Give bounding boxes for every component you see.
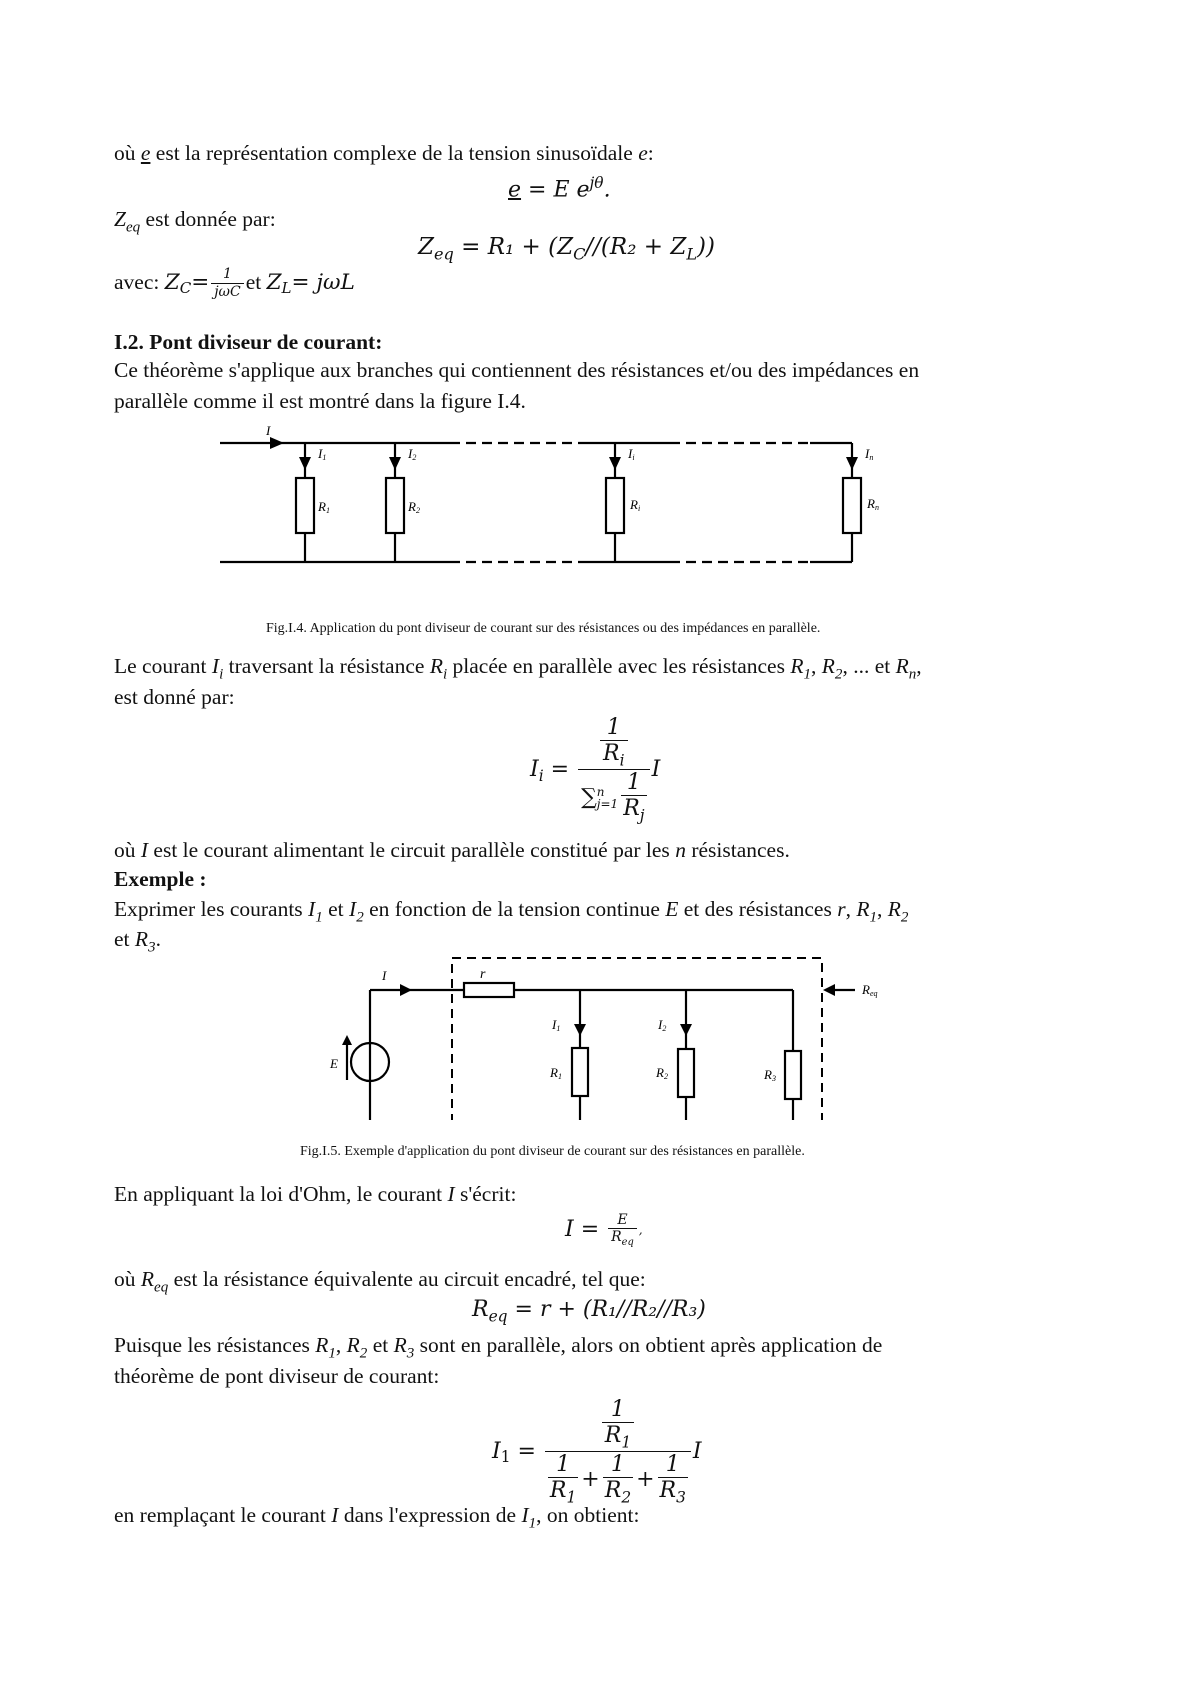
sum-sup: n <box>596 784 605 799</box>
arrow-left-icon <box>823 984 835 996</box>
label-i2: I2 <box>408 446 417 462</box>
eq-sub: C <box>573 244 586 264</box>
sub: eq <box>621 1236 634 1248</box>
eq-lhs: I <box>565 1217 574 1243</box>
one: 1 <box>610 1452 625 1478</box>
var: I <box>308 897 316 921</box>
equation-ii <box>530 715 660 825</box>
eq-part: = R₁ + (Z <box>461 234 574 260</box>
sub: 2 <box>356 909 364 926</box>
resistor-r1 <box>572 1048 588 1096</box>
section-heading: I.2. Pont diviseur de courant: <box>114 330 383 354</box>
var: R <box>134 927 149 951</box>
label-r1: R1 <box>550 1065 562 1081</box>
resistor-r2 <box>386 478 404 533</box>
text-line-zeq <box>114 207 276 236</box>
den-r <box>621 795 646 824</box>
text: et <box>367 1333 394 1357</box>
label-i2: I2 <box>658 1017 667 1033</box>
eq-lhs: I <box>492 1439 501 1465</box>
frac-r3 <box>658 1452 688 1506</box>
eq: = jωL <box>291 270 355 296</box>
eq-tail: I <box>651 757 661 783</box>
text: . <box>155 927 161 951</box>
label-r: r <box>480 967 486 982</box>
text: où <box>114 141 141 165</box>
sub: 3 <box>676 1488 686 1507</box>
sub: n <box>908 666 917 683</box>
text: et <box>322 897 350 921</box>
eq-lhs: I <box>530 757 539 783</box>
sub: 2 <box>834 666 843 683</box>
var: R <box>604 1478 622 1504</box>
label-ii: Ii <box>628 446 635 462</box>
text: , on obtient: <box>536 1503 640 1527</box>
text: s'écrit: <box>454 1182 517 1206</box>
var: R <box>611 1229 622 1245</box>
frac-r2 <box>603 1452 633 1506</box>
figure-4-circuit <box>210 420 910 570</box>
arrow-icon <box>270 437 284 449</box>
label-req: Req <box>862 982 878 998</box>
label-r3: R3 <box>764 1067 776 1083</box>
resistor-r1 <box>296 478 314 533</box>
sub: eq <box>154 1279 169 1296</box>
paragraph-line <box>114 1503 639 1532</box>
text: traversant la résistance <box>223 654 430 678</box>
sub: 3 <box>148 939 156 956</box>
label-in: In <box>865 446 874 462</box>
var: I <box>447 1182 455 1206</box>
num <box>597 715 631 769</box>
sub: 1 <box>528 1515 537 1532</box>
eq-part: //(R₂ + Z <box>585 234 687 260</box>
label-e: E <box>330 1056 338 1071</box>
paragraph-line <box>114 897 908 926</box>
text: et <box>245 270 262 295</box>
fraction <box>211 266 243 301</box>
eq: = <box>573 1217 607 1243</box>
var: R <box>393 1333 407 1357</box>
sub: 2 <box>359 1345 368 1362</box>
text: est donnée par: <box>140 207 276 231</box>
text: en fonction de la tension continue <box>363 897 666 921</box>
var: I <box>140 838 149 862</box>
arrow-down-icon <box>846 457 858 470</box>
text-line-avec <box>114 266 355 301</box>
sub: i <box>219 666 224 683</box>
sub: 1 <box>621 1433 632 1452</box>
label-r1: R1 <box>318 499 330 515</box>
eq-part: Z <box>418 234 434 260</box>
var: R <box>549 1478 567 1504</box>
arrow-down-icon <box>299 457 311 470</box>
var: R <box>603 741 620 766</box>
one: 1 <box>610 1397 625 1422</box>
var: I <box>331 1503 339 1527</box>
var: R <box>821 654 835 678</box>
sub: i <box>619 751 625 770</box>
arrow-up-icon <box>342 1035 352 1045</box>
var: R <box>895 654 909 678</box>
arrow-down-icon <box>574 1024 586 1036</box>
text: , ... et <box>842 654 896 678</box>
r1 <box>602 1422 634 1451</box>
paragraph-line <box>114 654 922 683</box>
sub: 1 <box>869 909 877 926</box>
eq-end: , <box>638 1222 643 1237</box>
label-r2: R2 <box>656 1065 668 1081</box>
eq-sub: 1 <box>500 1447 511 1466</box>
figure-5-caption: Fig.I.5. Exemple d'application du pont diviseur de courant sur des résistances en parallèle. <box>300 1144 805 1159</box>
label-r2: R2 <box>408 499 420 515</box>
sub: eq <box>125 219 141 236</box>
label-i: I <box>266 423 271 438</box>
sub: 1 <box>315 909 323 926</box>
var: R <box>623 796 640 822</box>
eq-rhs: = E e <box>528 177 590 203</box>
text: Exprimer les courants <box>114 897 309 921</box>
one: 1 <box>665 1452 680 1478</box>
text: est la représentation complexe de la tension sinusoïdale <box>150 141 639 165</box>
text: Puisque les résistances <box>114 1333 316 1357</box>
paragraph-line <box>114 1267 646 1296</box>
paragraph-line <box>114 1182 516 1208</box>
sub: 3 <box>406 1345 415 1362</box>
paragraph-line <box>114 1333 882 1362</box>
one: 1 <box>626 770 641 796</box>
text: , <box>916 654 922 678</box>
eq-rhs: = r + (R₁//R₂//R₃) <box>507 1297 706 1322</box>
sub: C <box>179 279 192 298</box>
resistor-r2 <box>678 1049 694 1097</box>
num-den <box>600 740 628 769</box>
text: sont en parallèle, alors on obtient après application de <box>414 1333 883 1357</box>
resistor-r <box>464 983 514 997</box>
sum-sub: j=1 <box>596 796 619 811</box>
den <box>578 769 650 824</box>
equation-i1 <box>492 1397 702 1507</box>
var: R <box>856 897 870 921</box>
plus: + <box>636 1467 655 1493</box>
text: , <box>877 897 888 921</box>
eq-part: )) <box>697 234 715 260</box>
equation-e <box>508 174 611 204</box>
text: est le courant alimentant le circuit parallèle constitué par les <box>148 838 676 862</box>
arrow-down-icon <box>609 457 621 470</box>
var: R <box>887 897 901 921</box>
var: R <box>315 1333 329 1357</box>
text: Le courant <box>114 654 212 678</box>
text: , <box>811 654 822 678</box>
var-e: e <box>140 141 151 165</box>
fraction <box>578 715 650 825</box>
label-ri: Ri <box>630 497 641 513</box>
paragraph-line: théorème de pont diviseur de courant: <box>114 1364 440 1388</box>
var: I <box>211 654 220 678</box>
eq-end: . <box>603 177 611 203</box>
text: est la résistance équivalente au circuit encadré, tel que: <box>168 1267 646 1291</box>
var: I <box>521 1503 529 1527</box>
sub: 1 <box>803 666 812 683</box>
arrow-down-icon <box>389 457 401 470</box>
eq: = <box>510 1439 543 1465</box>
eq-lhs: R <box>472 1297 489 1322</box>
equation-zeq <box>418 234 715 264</box>
paragraph-line <box>114 838 790 864</box>
sub: j <box>639 806 645 825</box>
paragraph-line: Ce théorème s'applique aux branches qui contiennent des résistances et/ou des impédances en <box>114 358 920 382</box>
arrow-down-icon <box>680 1024 692 1036</box>
eq-sub: eq <box>433 244 454 264</box>
text-line-complex-rep <box>114 141 654 167</box>
var: Z <box>164 270 180 296</box>
num: E <box>617 1212 628 1228</box>
sub: L <box>281 279 292 298</box>
eq-sup: jθ <box>589 174 604 192</box>
var-z: Z <box>114 207 126 231</box>
text: dans l'expression de <box>338 1503 522 1527</box>
text: , <box>335 1333 347 1357</box>
sub: i <box>442 666 448 683</box>
text: où <box>114 1267 141 1291</box>
text: résistances. <box>685 838 790 862</box>
sum-icon: ∑ <box>581 785 597 811</box>
var-e: e <box>638 141 648 165</box>
var: r <box>837 897 846 921</box>
frac-r1 <box>548 1452 578 1506</box>
equation-req <box>472 1297 706 1326</box>
den <box>545 1451 691 1506</box>
text: avec: <box>114 270 160 295</box>
var: n <box>675 838 686 862</box>
eq-tail: I <box>692 1439 702 1465</box>
text: En appliquant la loi d'Ohm, le courant <box>114 1182 448 1206</box>
text: où <box>114 838 141 862</box>
var: Z <box>266 270 282 296</box>
text: : <box>647 141 654 165</box>
eq-sub: i <box>538 766 544 785</box>
figure-5-circuit <box>280 950 900 1120</box>
eq: = <box>543 757 577 783</box>
eq-sub: L <box>686 244 697 264</box>
sub: 2 <box>900 909 909 926</box>
den: jωC <box>211 283 243 301</box>
eq-sub: eq <box>488 1307 508 1326</box>
num-one: 1 <box>606 715 621 740</box>
label-i1: I1 <box>552 1017 561 1033</box>
resistor-ri <box>606 478 624 533</box>
var: E <box>665 897 679 921</box>
num <box>599 1397 637 1451</box>
paragraph-line: parallèle comme il est montré dans la figure I.4. <box>114 389 526 413</box>
eq-lhs: e <box>508 177 522 203</box>
equation-i <box>565 1212 643 1248</box>
var: R <box>790 654 804 678</box>
var: R <box>659 1478 677 1504</box>
text: et des résistances <box>678 897 838 921</box>
fraction <box>545 1397 691 1507</box>
var: R <box>346 1333 360 1357</box>
var: I <box>349 897 357 921</box>
var: R <box>604 1423 622 1448</box>
var: R <box>140 1267 155 1291</box>
text: , <box>845 897 857 921</box>
example-heading: Exemple : <box>114 867 207 891</box>
den <box>608 1228 637 1248</box>
num: 1 <box>222 266 232 282</box>
paragraph-line <box>114 927 161 956</box>
label-i1: I1 <box>318 446 327 462</box>
paragraph-line: est donné par: <box>114 685 235 709</box>
one: 1 <box>556 1452 571 1478</box>
resistor-rn <box>843 478 861 533</box>
text: et <box>114 927 135 951</box>
sub: 1 <box>328 1345 336 1362</box>
resistor-r3 <box>785 1051 801 1099</box>
sub: 2 <box>621 1488 632 1507</box>
sub: 1 <box>566 1488 577 1507</box>
label-i: I <box>382 968 387 983</box>
text: en remplaçant le courant <box>114 1503 332 1527</box>
plus: + <box>581 1467 600 1493</box>
label-rn: Rn <box>867 496 879 512</box>
var: R <box>429 654 443 678</box>
arrow-icon <box>400 984 412 996</box>
eq: = <box>191 270 210 296</box>
figure-4-caption: Fig.I.4. Application du pont diviseur de courant sur des résistances ou des impédances en parallèle. <box>266 621 821 636</box>
fraction <box>608 1212 637 1248</box>
text: placée en parallèle avec les résistances <box>447 654 791 678</box>
